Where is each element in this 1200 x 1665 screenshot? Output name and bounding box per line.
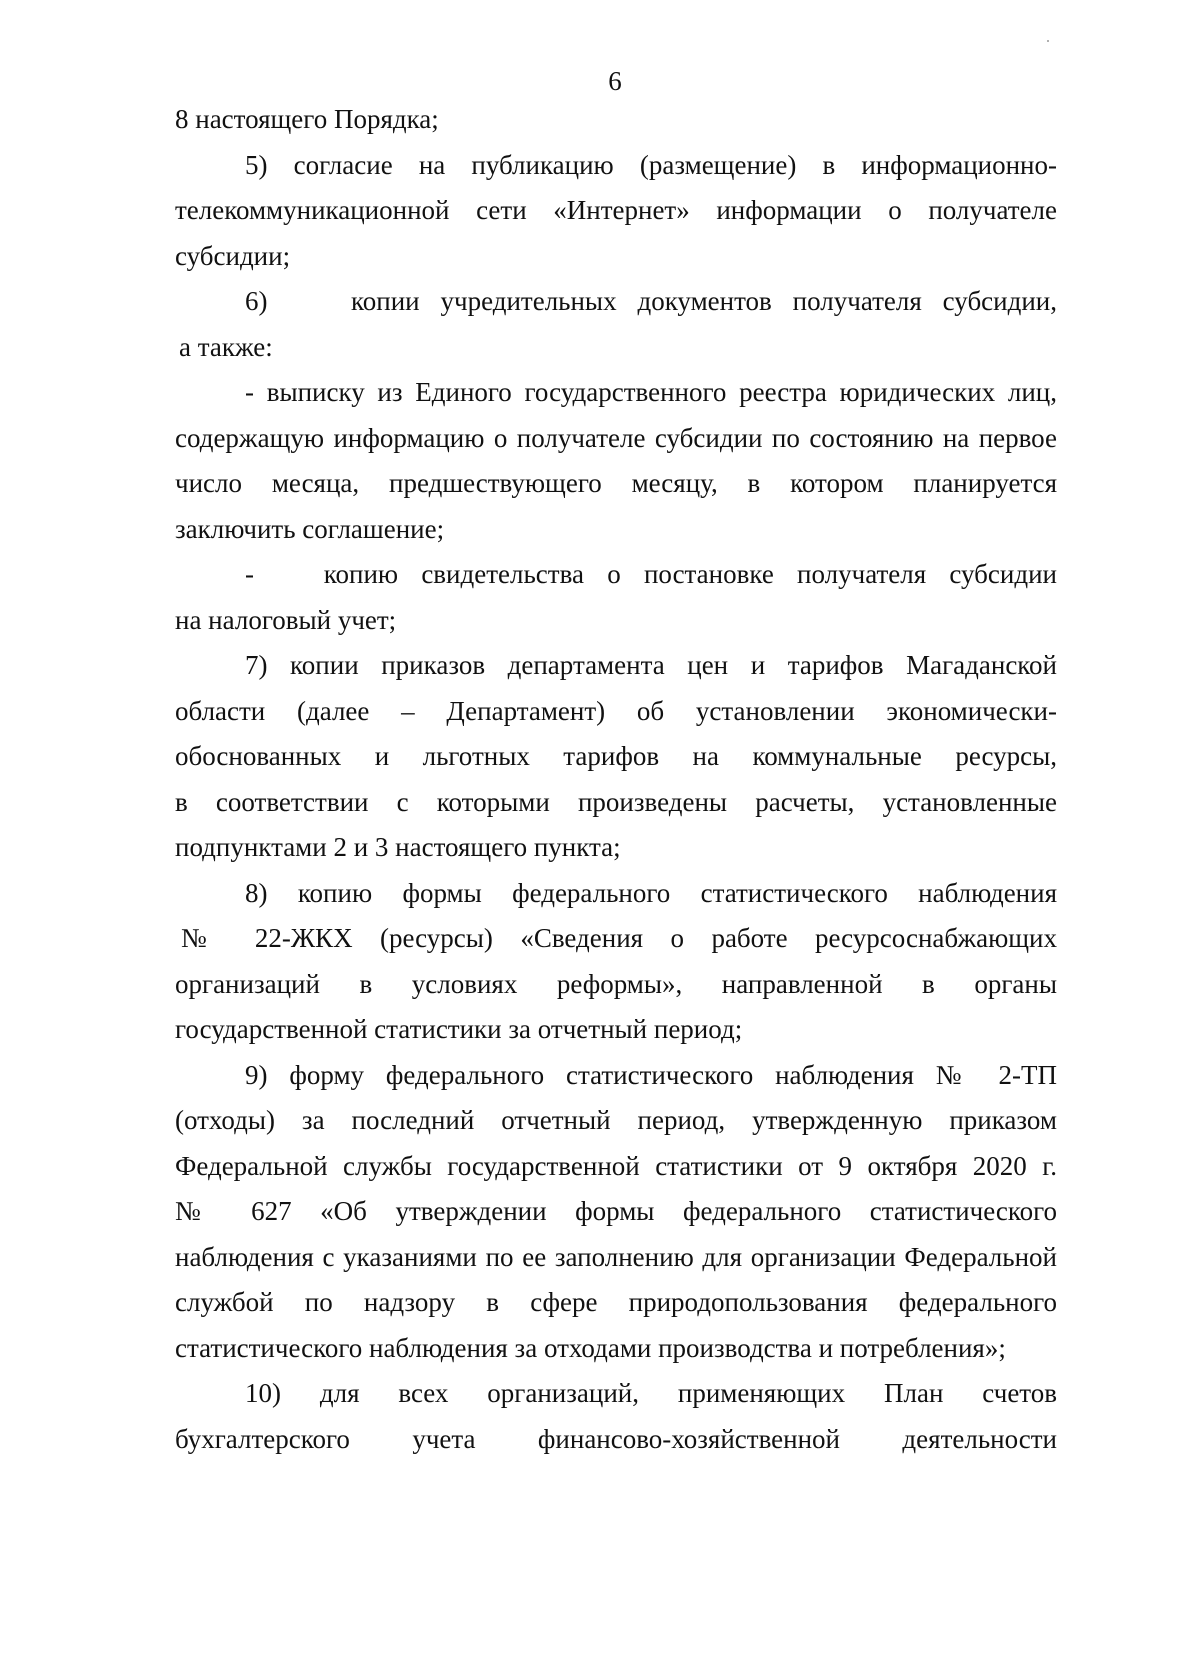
text-line: наблюдения с указаниями по ее заполнению для организации Федеральной [175,1242,1057,1272]
text-line: 5) согласие на публикацию (размещение) в информационно- [245,150,1057,180]
text-line: статистического наблюдения за отходами производства и потребления»; [175,1333,1006,1363]
text-line: 8) копию формы федерального статистического наблюдения [245,878,1057,908]
text-line: № 627 «Об утверждении формы федерального статистического [175,1196,1057,1226]
text-line: области (далее – Департамент) об установлении экономически- [175,696,1057,726]
text-line: на налоговый учет; [175,605,397,635]
text-line: телекоммуникационной сети «Интернет» информации о получателе [175,195,1057,225]
text-line: службой по надзору в сфере природопользования федерального [175,1287,1057,1317]
text-line: государственной статистики за отчетный период; [175,1014,743,1044]
text-line: обоснованных и льготных тарифов на коммунальные ресурсы, [175,741,1057,771]
text-line: бухгалтерского учета финансово-хозяйственной деятельности [175,1424,1057,1454]
text-line: 10) для всех организаций, применяющих План счетов [245,1378,1057,1408]
text-line: субсидии; [175,241,291,271]
text-line: организаций в условиях реформы», направленной в органы [175,969,1057,999]
text-line: в соответствии с которыми произведены расчеты, установленные [175,787,1057,817]
text-line: 9) форму федерального статистического наблюдения № 2-ТП [245,1060,1057,1090]
text-line: содержащую информацию о получателе субсидии по состоянию на первое [175,423,1057,453]
text-line: 7) копии приказов департамента цен и тарифов Магаданской [245,650,1057,680]
text-line: заключить соглашение; [175,514,445,544]
text-line: 6) копии учредительных документов получателя субсидии, [245,286,1057,316]
text-line: № 22-ЖКХ (ресурсы) «Сведения о работе ресурсоснабжающих [181,923,1057,953]
text-line: Федеральной службы государственной статистики от 9 октября 2020 г. [175,1151,1057,1181]
text-line: а также: [179,332,273,362]
text-line: число месяца, предшествующего месяцу, в котором планируется [175,468,1057,498]
text-line: (отходы) за последний отчетный период, утвержденную приказом [175,1105,1057,1135]
text-line: 8 настоящего Порядка; [175,104,439,134]
scan-speck [1047,40,1049,42]
text-line: - копию свидетельства о постановке получателя субсидии [245,559,1057,589]
page-number: 6 [608,66,622,96]
text-line: - выписку из Единого государственного реестра юридических лиц, [245,377,1057,407]
text-line: подпунктами 2 и 3 настоящего пункта; [175,832,621,862]
